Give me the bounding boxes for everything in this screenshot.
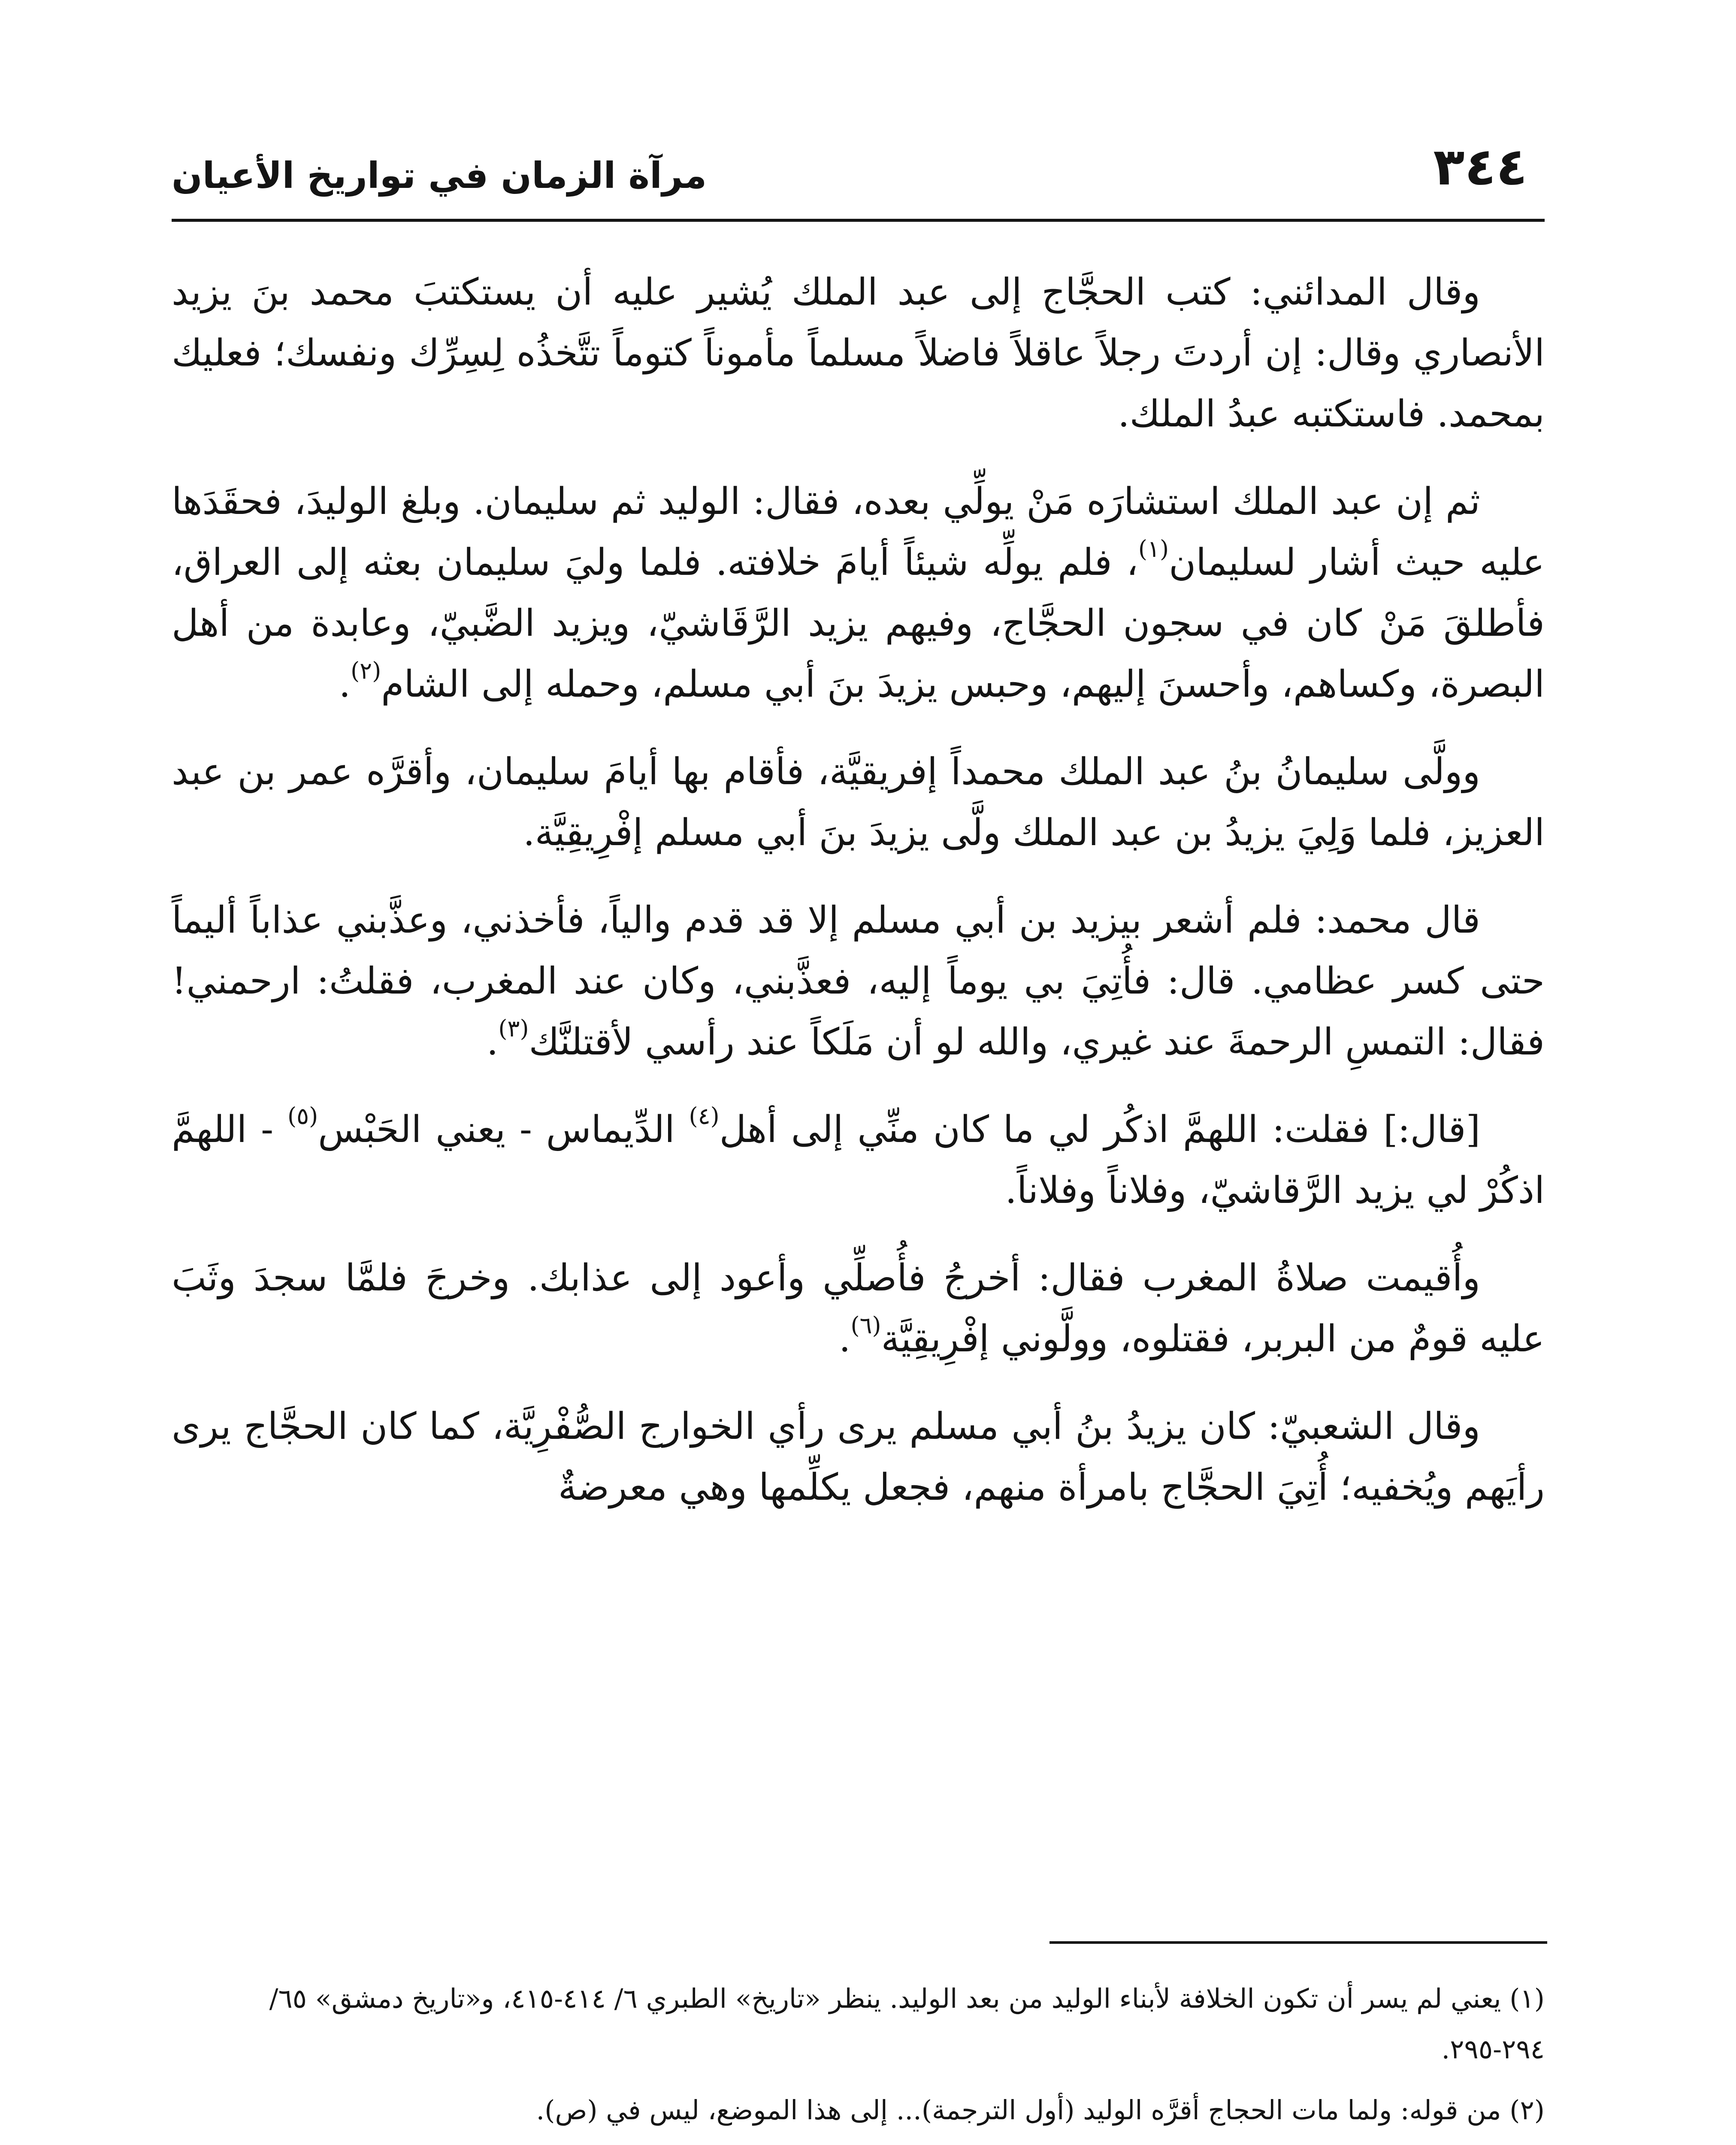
footnote-ref: (١) [1138, 535, 1169, 563]
footnote-ref: (٢) [351, 657, 381, 685]
footnote-text: يعني لم يسر أن تكون الخلافة لأبناء الوليد من بعد الوليد. ينظر «تاريخ» الطبري ٦/ ٤١٤-٤١٥، و«تاريخ دمشق» ٦٥/ ٢٩٤-٢٩٥. [269, 1983, 1545, 2065]
footnote-separator [1049, 1941, 1547, 1944]
footnotes [172, 1973, 1545, 2145]
text-run: - اللهمَّ اذكُرْ لي يزيد الرَّقاشيّ، وفلاناً وفلاناً. [172, 1108, 1545, 1212]
text-run: ثم إن عبد الملك استشارَه مَنْ يولِّي بعده، فقال: الوليد ثم سليمان. وبلغ الوليدَ، فحقَدَها عليه حيث أشار لسليمان [172, 480, 1545, 584]
footnote-number: (٢) [1509, 2094, 1545, 2126]
paragraph [172, 1396, 1545, 1518]
footnote-text: من قوله: ولما مات الحجاج أقرَّه الوليد (أول الترجمة)... إلى هذا الموضع، ليس في (ص). [536, 2094, 1501, 2126]
text-run: . [839, 1317, 851, 1360]
footnote [172, 1973, 1545, 2075]
page-number: ٣٤٤ [1433, 137, 1527, 197]
text-run: قال محمد: فلم أشعر بيزيد بن أبي مسلم إلا قد قدم والياً، فأخذني، وعذَّبني عذاباً أليماً حتى كسر عظامي. قال: فأُتِيَ بي يوماً إليه، فعذَّبني، وكان عند المغرب، فقلتُ: ارحمني! فقال: التمسِ الرحمةَ عند غيري، والله لو أن مَلَكاً عند رأسي لأقتلنَّك [172, 899, 1545, 1063]
text-run: وأُقيمت صلاةُ المغرب فقال: أخرجُ فأُصلِّي وأعود إلى عذابك. وخرجَ فلمَّا سجدَ وثَبَ عليه قومٌ من البربر، فقتلوه، وولَّوني إفْرِيقِيَّة [172, 1257, 1545, 1360]
text-run: [قال:] فقلت: اللهمَّ اذكُر لي ما كان منِّي إلى أهل [719, 1108, 1480, 1151]
footnote-number: (١) [1509, 1983, 1545, 2014]
header-rule [172, 219, 1545, 222]
footnote-ref: (٤) [689, 1103, 720, 1130]
main-text [172, 262, 1545, 1544]
footnote [172, 2085, 1545, 2136]
text-run: الدِّيماس - يعني الحَبْس [318, 1108, 689, 1151]
paragraph [172, 1099, 1545, 1221]
page-header [172, 137, 1545, 210]
text-run: وقال المدائني: كتب الحجَّاج إلى عبد الملك يُشير عليه أن يستكتبَ محمد بنَ يزيد الأنصاري وقال: إن أردتَ رجلاً عاقلاً فاضلاً مسلماً مأموناً كتوماً تتَّخذُه لِسِرِّك ونفسك؛ فعليك بمحمد. فاستكتبه عبدُ الملك. [172, 271, 1545, 435]
footnote-ref: (٦) [850, 1312, 881, 1339]
text-run: . [487, 1021, 499, 1063]
footnote-ref: (٣) [498, 1015, 529, 1042]
paragraph [172, 1248, 1545, 1369]
paragraph [172, 471, 1545, 715]
running-title: مرآة الزمان في تواريخ الأعيان [172, 154, 707, 196]
paragraph [172, 890, 1545, 1072]
paragraph [172, 262, 1545, 444]
paragraph [172, 741, 1545, 863]
footnote-ref: (٥) [287, 1103, 318, 1130]
text-run: . [339, 663, 351, 706]
text-run: وقال الشعبيّ: كان يزيدُ بنُ أبي مسلم يرى رأي الخوارج الصُّفْرِيَّة، كما كان الحجَّاج يرى رأيَهم ويُخفيه؛ أُتِيَ الحجَّاج بامرأة منهم، فجعل يكلِّمها وهي معرضةٌ [172, 1405, 1545, 1509]
text-run: ، فلم يولِّه شيئاً أيامَ خلافته. فلما وليَ سليمان بعثه إلى العراق، فأطلقَ مَنْ كان في سجون الحجَّاج، وفيهم يزيد الرَّقَاشيّ، ويزيد الضَّبيّ، وعابدة من أهل البصرة، وكساهم، وأحسنَ إليهم، وحبس يزيدَ بنَ أبي مسلم، وحمله إلى الشام [172, 541, 1545, 706]
text-run: وولَّى سليمانُ بنُ عبد الملك محمداً إفريقيَّة، فأقام بها أيامَ سليمان، وأقرَّه عمر بن عبد العزيز، فلما وَلِيَ يزيدُ بن عبد الملك ولَّى يزيدَ بنَ أبي مسلم إفْرِيقِيَّة. [172, 750, 1545, 854]
